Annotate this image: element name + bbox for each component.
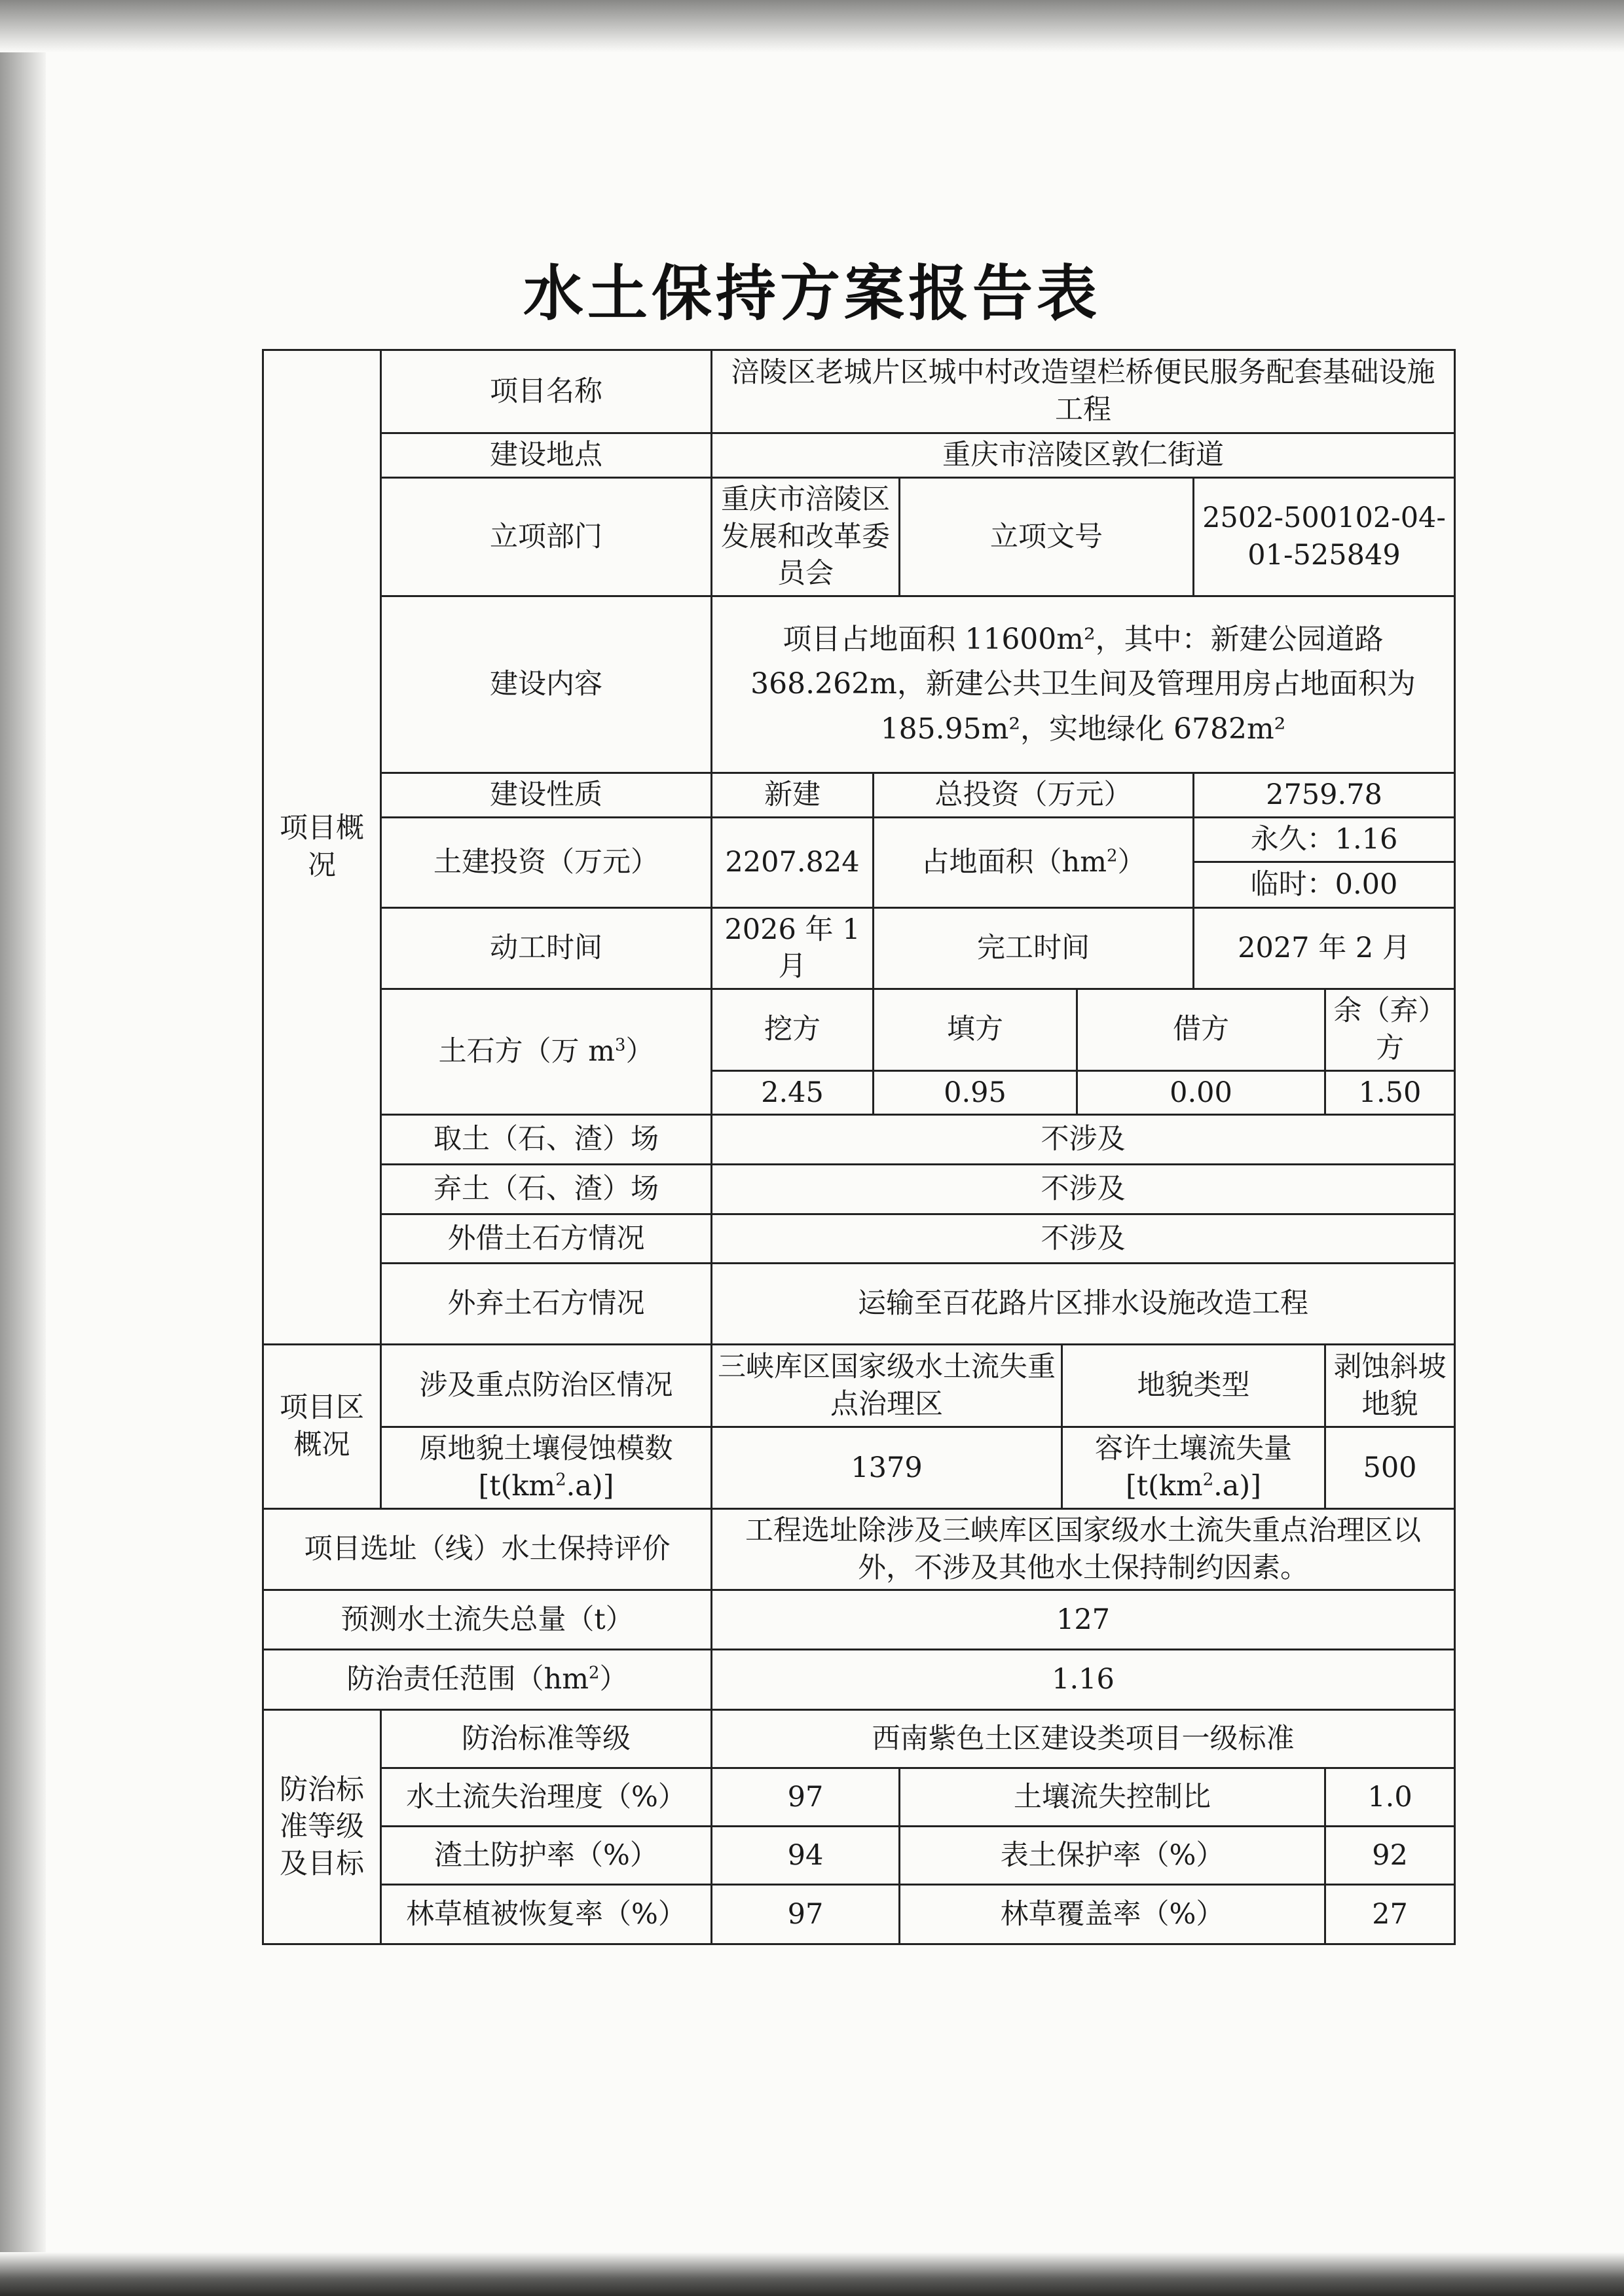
label-spoil-site: 弃土（石、渣）场 <box>381 1165 712 1214</box>
value-loss-control-ratio: 1.0 <box>1325 1768 1455 1827</box>
label-waste: 余（弃）方 <box>1325 989 1455 1071</box>
value-end-time: 2027 年 2 月 <box>1194 907 1455 989</box>
section-label-area: 项目区概况 <box>263 1345 381 1509</box>
label-control-degree: 水土流失治理度（%） <box>381 1768 712 1827</box>
label-external-borrow: 外借土石方情况 <box>381 1214 712 1264</box>
section-label-standards: 防治标准等级及目标 <box>263 1710 381 1944</box>
label-site-evaluation: 项目选址（线）水土保持评价 <box>263 1508 712 1590</box>
value-total-investment: 2759.78 <box>1194 773 1455 818</box>
table-row <box>263 773 1455 818</box>
scan-top-edge <box>0 0 1624 52</box>
table-row <box>263 1165 1455 1214</box>
table-row <box>263 1710 1455 1768</box>
table-row <box>263 1885 1455 1944</box>
value-external-borrow: 不涉及 <box>712 1214 1455 1264</box>
label-spoil-protection-rate: 渣土防护率（%） <box>381 1827 712 1885</box>
value-responsibility-area: 1.16 <box>712 1650 1455 1710</box>
label-fill: 填方 <box>874 989 1077 1071</box>
label-land-area: 占地面积$(hm^2)$ <box>874 817 1194 907</box>
value-start-time: 2026 年 1 月 <box>712 907 874 989</box>
label-location: 建设地点 <box>381 433 712 478</box>
label-borrow-site: 取土（石、渣）场 <box>381 1115 712 1165</box>
table-row <box>263 1214 1455 1264</box>
label-predicted-loss: 预测水土流失总量（t） <box>263 1590 712 1650</box>
label-key-zone: 涉及重点防治区情况 <box>381 1345 712 1427</box>
report-table <box>262 349 1456 1945</box>
value-fill: 0.95 <box>874 1070 1077 1115</box>
label-total-investment: 总投资（万元） <box>874 773 1194 818</box>
value-landform: 剥蚀斜坡地貌 <box>1325 1345 1455 1427</box>
label-end-time: 完工时间 <box>874 907 1194 989</box>
label-landform: 地貌类型 <box>1062 1345 1325 1427</box>
value-erosion-modulus: 1379 <box>712 1427 1062 1509</box>
value-spoil-site: 不涉及 <box>712 1165 1455 1214</box>
label-doc-number: 立项文号 <box>900 477 1194 596</box>
label-allowable-loss: 容许土壤流失量 $[t(km^2.a)]$ <box>1062 1427 1325 1509</box>
label-nature: 建设性质 <box>381 773 712 818</box>
value-nature: 新建 <box>712 773 874 818</box>
label-responsibility-area: 防治责任范围$(hm^2)$ <box>263 1650 712 1710</box>
section-label-overview: 项目概况 <box>263 350 381 1345</box>
label-erosion-modulus: 原地貌土壤侵蚀模数 $[t(km^2.a)]$ <box>381 1427 712 1509</box>
table-row <box>263 1590 1455 1650</box>
label-loss-control-ratio: 土壤流失控制比 <box>900 1768 1325 1827</box>
value-standard-level: 西南紫色土区建设类项目一级标准 <box>712 1710 1455 1768</box>
table-row <box>263 1115 1455 1165</box>
value-waste: 1.50 <box>1325 1070 1455 1115</box>
value-allowable-loss: 500 <box>1325 1427 1455 1509</box>
value-land-temporary: 临时：0.00 <box>1194 862 1455 907</box>
table-row <box>263 1345 1455 1427</box>
value-borrow-site: 不涉及 <box>712 1115 1455 1165</box>
value-location: 重庆市涪陵区敦仁街道 <box>712 433 1455 478</box>
value-vegetation-coverage-rate: 27 <box>1325 1885 1455 1944</box>
label-vegetation-recovery-rate: 林草植被恢复率（%） <box>381 1885 712 1944</box>
page-title: 水土保持方案报告表 <box>523 258 1101 329</box>
value-key-zone: 三峡库区国家级水土流失重点治理区 <box>712 1345 1062 1427</box>
label-cut: 挖方 <box>712 989 874 1071</box>
label-standard-level: 防治标准等级 <box>381 1710 712 1768</box>
value-content: 项目占地面积 11600m²，其中：新建公园道路368.262m，新建公共卫生间及管理用房占地面积为185.95m²，实地绿化 6782m² <box>712 596 1455 773</box>
value-borrow: 0.00 <box>1077 1070 1325 1115</box>
table-row <box>263 1508 1455 1590</box>
label-dept: 立项部门 <box>381 477 712 596</box>
value-civil-investment: 2207.824 <box>712 817 874 907</box>
scan-bottom-edge <box>0 2252 1624 2296</box>
label-external-spoil: 外弃土石方情况 <box>381 1264 712 1345</box>
label-civil-investment: 土建投资（万元） <box>381 817 712 907</box>
value-vegetation-recovery-rate: 97 <box>712 1885 900 1944</box>
table-row <box>263 596 1455 773</box>
table-row <box>263 907 1455 989</box>
value-doc-number: 2502-500102-04-01-525849 <box>1194 477 1455 596</box>
label-topsoil-protection-rate: 表土保护率（%） <box>900 1827 1325 1885</box>
table-row <box>263 1264 1455 1345</box>
table-row <box>263 1650 1455 1710</box>
value-project-name: 涪陵区老城片区城中村改造望栏桥便民服务配套基础设施工程 <box>712 350 1455 433</box>
value-dept: 重庆市涪陵区发展和改革委员会 <box>712 477 900 596</box>
value-predicted-loss: 127 <box>712 1590 1455 1650</box>
value-land-permanent: 永久：1.16 <box>1194 817 1455 862</box>
scan-left-edge <box>0 0 46 2296</box>
label-borrow: 借方 <box>1077 989 1325 1071</box>
label-earthwork: 土石方（万 $m^3$） <box>381 989 712 1115</box>
table-row <box>263 1827 1455 1885</box>
value-cut: 2.45 <box>712 1070 874 1115</box>
value-spoil-protection-rate: 94 <box>712 1827 900 1885</box>
table-row <box>263 1427 1455 1509</box>
value-control-degree: 97 <box>712 1768 900 1827</box>
table-row <box>263 350 1455 433</box>
table-row <box>263 433 1455 478</box>
table-row <box>263 989 1455 1071</box>
label-vegetation-coverage-rate: 林草覆盖率（%） <box>900 1885 1325 1944</box>
label-project-name: 项目名称 <box>381 350 712 433</box>
value-topsoil-protection-rate: 92 <box>1325 1827 1455 1885</box>
label-start-time: 动工时间 <box>381 907 712 989</box>
table-row <box>263 1768 1455 1827</box>
label-content: 建设内容 <box>381 596 712 773</box>
value-site-evaluation: 工程选址除涉及三峡库区国家级水土流失重点治理区以外，不涉及其他水土保持制约因素。 <box>712 1508 1455 1590</box>
value-external-spoil: 运输至百花路片区排水设施改造工程 <box>712 1264 1455 1345</box>
table-row <box>263 477 1455 596</box>
table-row <box>263 817 1455 862</box>
